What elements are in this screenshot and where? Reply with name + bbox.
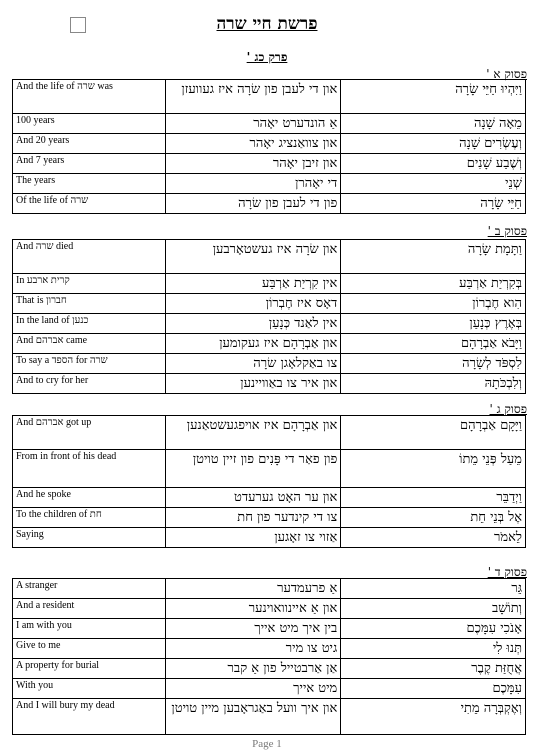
hebrew-cell: שְׁנֵי (341, 174, 526, 194)
yiddish-cell: און איר צו באַוויינען (165, 374, 341, 394)
english-cell: Saying (13, 528, 166, 548)
hebrew-cell: גֵּר (341, 579, 526, 599)
yiddish-cell: אַזוי צו זאָגען (165, 528, 341, 548)
english-cell: And the life of שרה was (13, 80, 166, 114)
hebrew-cell: וַיָּבֹא אַבְרָהָם (341, 334, 526, 354)
table-row (13, 528, 526, 548)
yiddish-cell: אין לאַנד כְּנָעַן (165, 314, 341, 334)
english-cell: Of the life of שרה (13, 194, 166, 214)
english-cell: And to cry for her (13, 374, 166, 394)
table-row (13, 294, 526, 314)
english-cell: And a resident (13, 599, 166, 619)
english-cell: A stranger (13, 579, 166, 599)
hebrew-cell: וְלִבְכֹּתָהּ (341, 374, 526, 394)
hebrew-cell: וְעֶשְׂרִים שָׁנָה (341, 134, 526, 154)
yiddish-cell: און זיבן יאָהר (165, 154, 341, 174)
translation-table (12, 239, 526, 394)
hebrew-cell: וַתָּמָת שָׂרָה (341, 240, 526, 274)
page-footer: Page 1 (252, 738, 282, 750)
translation-table (12, 415, 526, 548)
table-row (13, 314, 526, 334)
pasuk-label: פסוק א ' (486, 67, 527, 81)
table-row (13, 488, 526, 508)
yiddish-cell: גיט צו מיר (165, 639, 341, 659)
table-row (13, 80, 526, 114)
table-row (13, 659, 526, 679)
table-row (13, 194, 526, 214)
hebrew-cell: מֵעַל פְּנֵי מֵתוֹ (341, 450, 526, 488)
yiddish-cell: בין איך מיט אייך (165, 619, 341, 639)
table-row (13, 174, 526, 194)
yiddish-cell: און איך וועל באַגראָבען מיין טויטן (165, 699, 341, 735)
hebrew-cell: לִסְפֹּד לְשָׂרָה (341, 354, 526, 374)
page-title: פרשת חיי שרה (216, 14, 318, 34)
hebrew-cell: אֲחֻזַּת קֶבֶר (341, 659, 526, 679)
table-row (13, 619, 526, 639)
hebrew-cell: אֶל בְּנֵי חֵת (341, 508, 526, 528)
pasuk-label: פסוק ב ' (487, 224, 527, 238)
yiddish-cell: מיט אייך (165, 679, 341, 699)
hebrew-cell: וַיְדַבֵּר (341, 488, 526, 508)
english-cell: And he spoke (13, 488, 166, 508)
yiddish-cell: אין קִרְיַת אַרְבַּע (165, 274, 341, 294)
table-row (13, 154, 526, 174)
yiddish-cell: און די לעבן פון שׂרָה איז געוועזן (165, 80, 341, 114)
hebrew-cell: וְאֶקְבְּרָה מֵתִי (341, 699, 526, 735)
hebrew-cell: וַיָּקָם אַבְרָהָם (341, 416, 526, 450)
chapter-subtitle: פרק כג ' (246, 50, 288, 64)
table-row (13, 114, 526, 134)
english-cell: And 20 years (13, 134, 166, 154)
table-row (13, 240, 526, 274)
hebrew-cell: בְּקִרְיַת אַרְבַּע (341, 274, 526, 294)
yiddish-cell: צו באַקלאָגן שׂרָה (165, 354, 341, 374)
yiddish-cell: אַן אַרבטייל פון אַ קבר (165, 659, 341, 679)
pasuk-label: פסוק ד ' (487, 565, 527, 579)
hebrew-cell: וְשֶׁבַע שָׁנִים (341, 154, 526, 174)
english-cell: The years (13, 174, 166, 194)
hebrew-cell: וַיִּהְיוּ חַיֵּי שָׂרָה (341, 80, 526, 114)
yiddish-cell: אַ פרעמדער (165, 579, 341, 599)
english-cell: With you (13, 679, 166, 699)
english-cell: And 7 years (13, 154, 166, 174)
yiddish-cell: און ער האָט גערעדט (165, 488, 341, 508)
pasuk-label: פסוק ג ' (489, 402, 527, 416)
english-cell: In קרית ארבע (13, 274, 166, 294)
hebrew-cell: תְּנוּ לִי (341, 639, 526, 659)
english-cell: I am with you (13, 619, 166, 639)
english-cell: From in front of his dead (13, 450, 166, 488)
table-row (13, 354, 526, 374)
translation-table (12, 578, 526, 735)
hebrew-cell: וְתוֹשָׁב (341, 599, 526, 619)
table-row (13, 679, 526, 699)
translation-table (12, 79, 526, 214)
english-cell: To the children of חת (13, 508, 166, 528)
english-cell: A property for burial (13, 659, 166, 679)
english-cell: And אברהם came (13, 334, 166, 354)
yiddish-cell: צו די קינדער פון חת (165, 508, 341, 528)
yiddish-cell: און צוואַנציג יאָהר (165, 134, 341, 154)
english-cell: And אברהם got up (13, 416, 166, 450)
table-row (13, 699, 526, 735)
yiddish-cell: און אַבְרָהָם איז געקומען (165, 334, 341, 354)
english-cell: In the land of כנען (13, 314, 166, 334)
table-row (13, 508, 526, 528)
english-cell: Give to me (13, 639, 166, 659)
hebrew-cell: הִוא חֶבְרוֹן (341, 294, 526, 314)
hebrew-cell: בְּאֶרֶץ כְּנָעַן (341, 314, 526, 334)
english-cell: That is חברון (13, 294, 166, 314)
hebrew-cell: חַיֵּי שָׂרָה (341, 194, 526, 214)
yiddish-cell: אַ הונדערט יאָהר (165, 114, 341, 134)
table-row (13, 579, 526, 599)
english-cell: And I will bury my dead (13, 699, 166, 735)
table-row (13, 134, 526, 154)
hebrew-cell: לֵאמֹר (341, 528, 526, 548)
hebrew-cell: עִמָּכֶם (341, 679, 526, 699)
english-cell: To say a הספד for שרה (13, 354, 166, 374)
table-row (13, 374, 526, 394)
table-row (13, 639, 526, 659)
table-row (13, 274, 526, 294)
hebrew-cell: מֵאָה שָׁנָה (341, 114, 526, 134)
yiddish-cell: דאָס איז חֶבְרוֹן (165, 294, 341, 314)
table-row (13, 334, 526, 354)
table-row (13, 416, 526, 450)
english-cell: 100 years (13, 114, 166, 134)
yiddish-cell: פון פאַר די פָּנִים פון זיין טויטן (165, 450, 341, 488)
table-row (13, 450, 526, 488)
yiddish-cell: און אַבְרָהָם איז אויפגעשטאַנען (165, 416, 341, 450)
yiddish-cell: די יאָהרן (165, 174, 341, 194)
yiddish-cell: און אַ איינוואוינער (165, 599, 341, 619)
english-cell: And שרה died (13, 240, 166, 274)
yiddish-cell: פון די לעבן פון שׂרָה (165, 194, 341, 214)
hebrew-cell: אָנֹכִי עִמָּכֶם (341, 619, 526, 639)
table-row (13, 599, 526, 619)
yiddish-cell: און שׂרָה איז געשטאָרבען (165, 240, 341, 274)
